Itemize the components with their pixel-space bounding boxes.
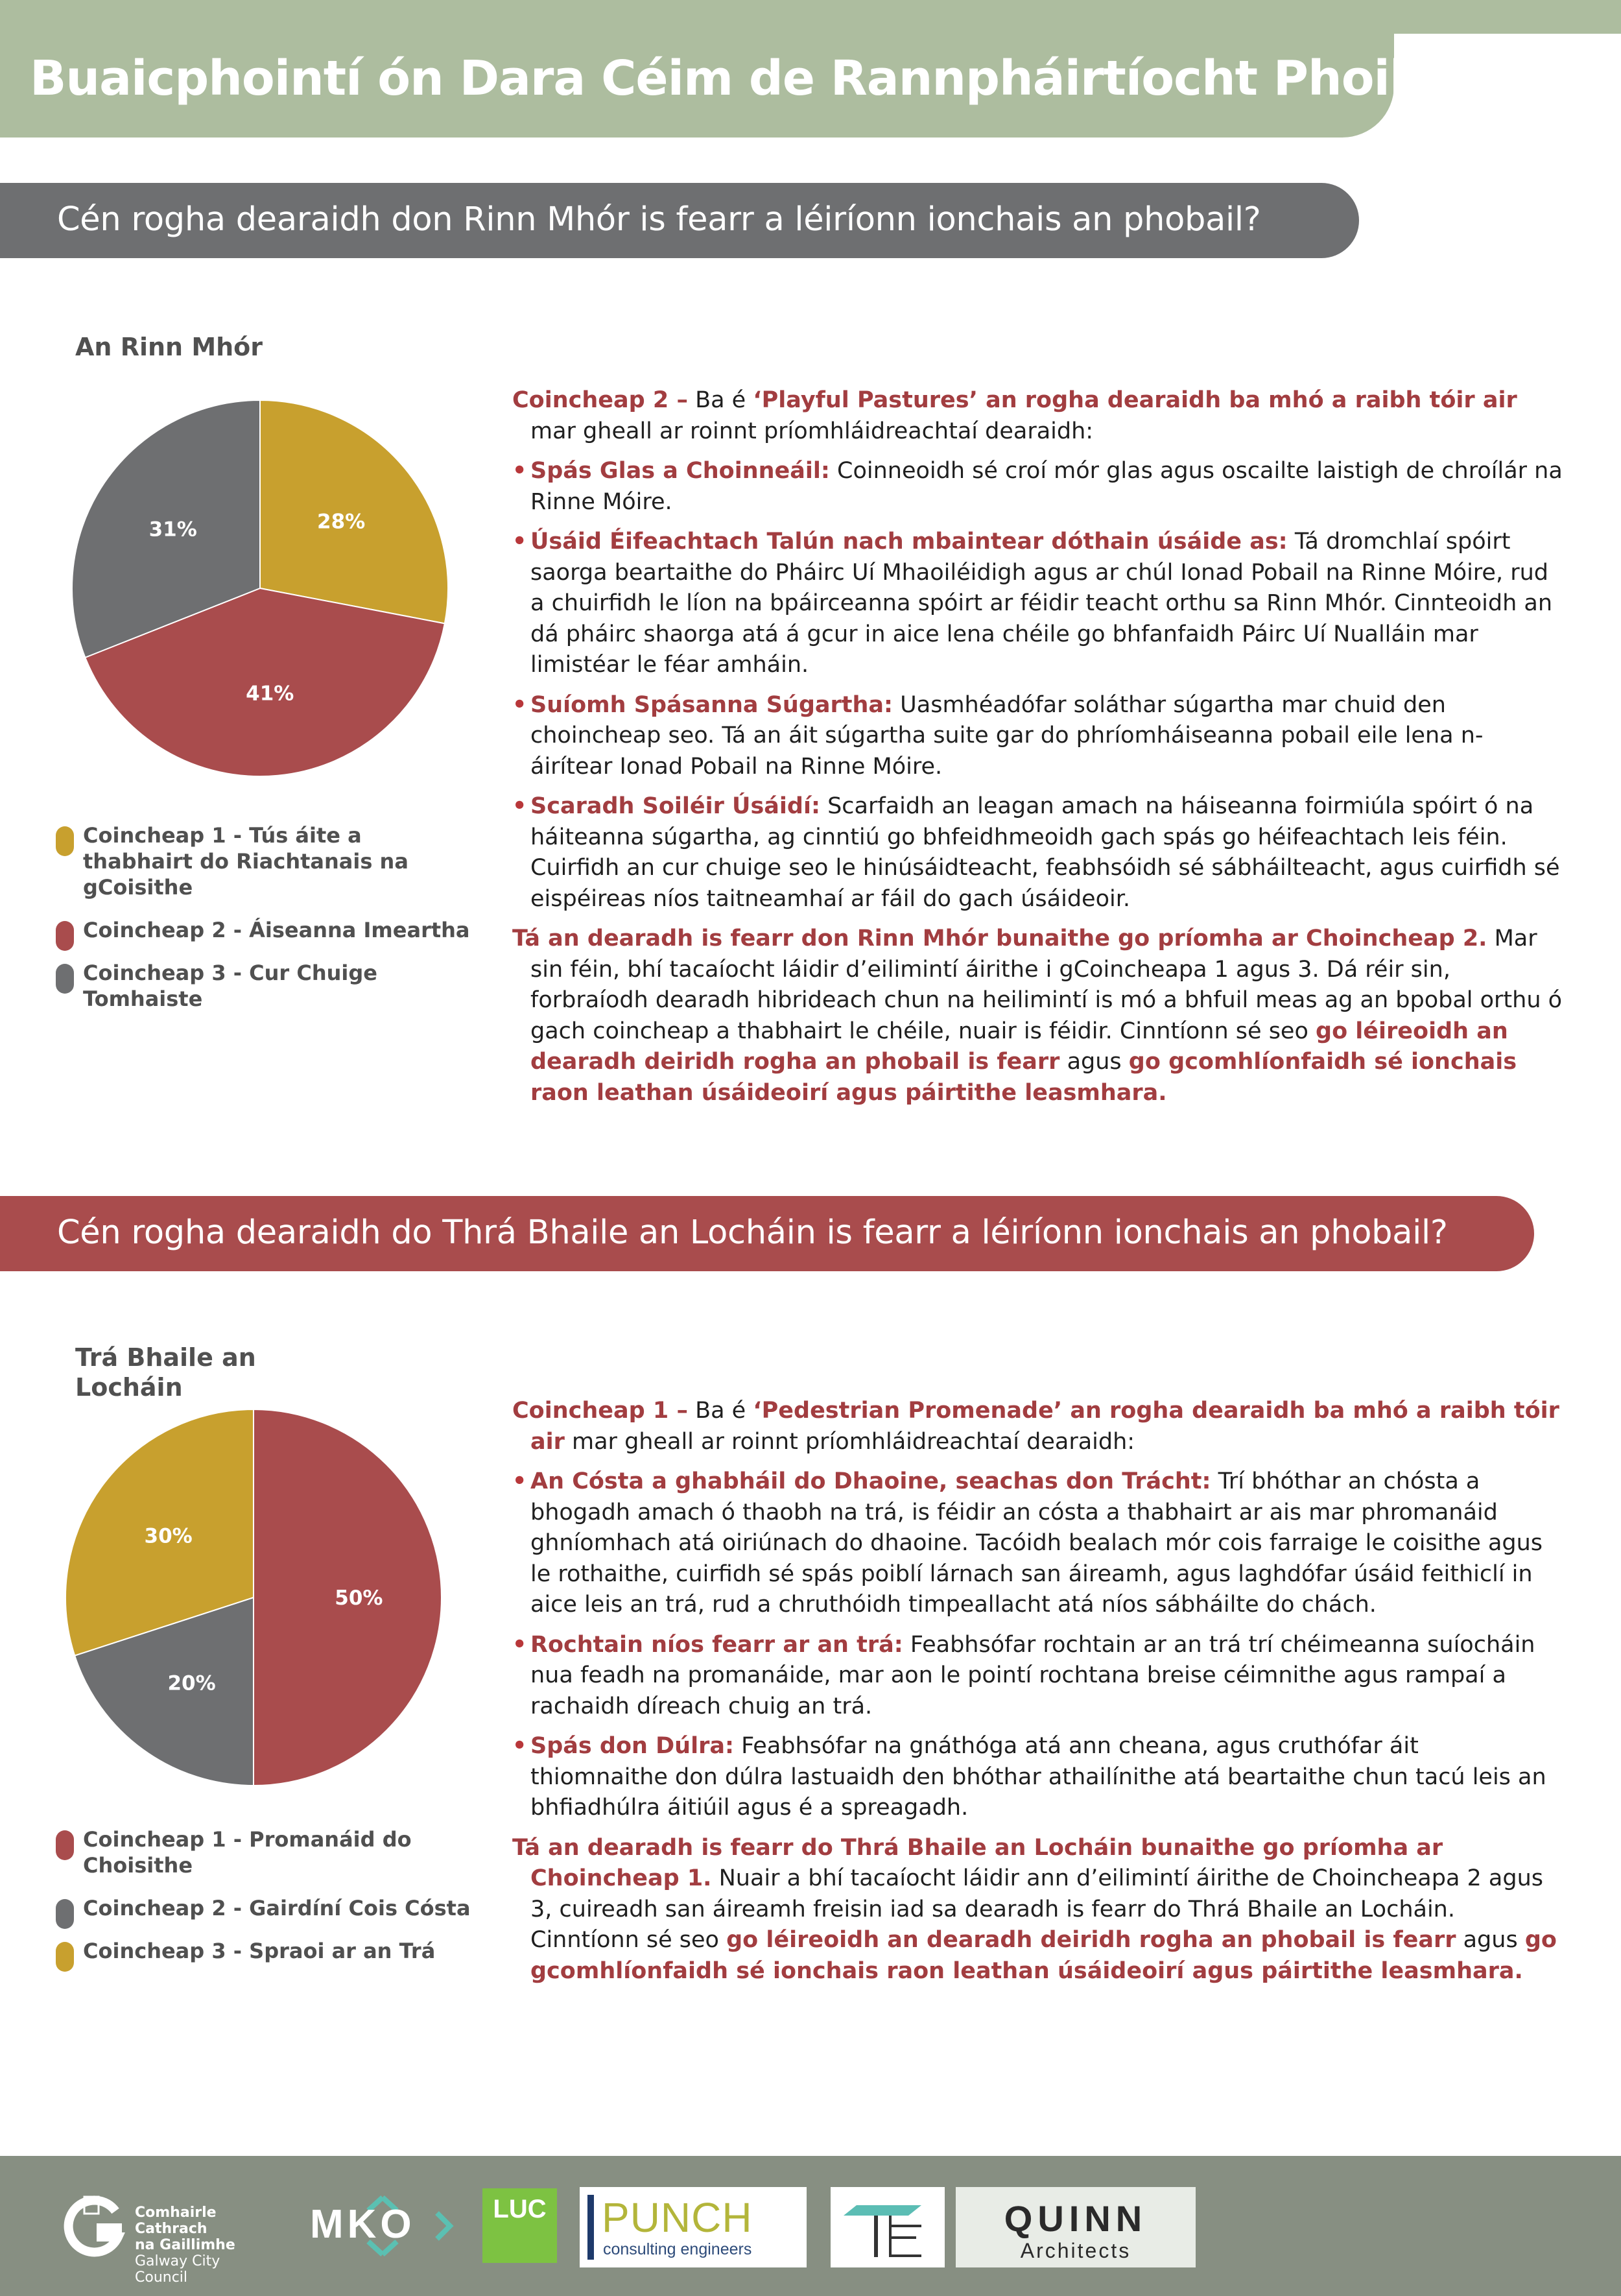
- te-logo: [831, 2187, 945, 2267]
- chart-title-rinn-mhor: An Rinn Mhór: [75, 333, 263, 361]
- legend-rinn-mhor: [56, 822, 471, 1029]
- legend-item: [56, 1895, 471, 1921]
- legend-swatch: [56, 1830, 74, 1860]
- bullet-text: Coinneoidh sé croí mór glas agus oscailte laistigh de chroílár na Rinne Móire.: [530, 458, 1563, 515]
- gcc-line-2: na Gaillimhe: [135, 2237, 235, 2253]
- list-item: [512, 1731, 1563, 1824]
- te-logo-icon: [831, 2187, 945, 2267]
- legend-label: Coincheap 1 - Promanáid do Choisithe: [83, 1827, 412, 1878]
- intro-lead: Coincheap 1 –: [512, 1398, 688, 1424]
- bullet-icon: •: [512, 1631, 527, 1658]
- galway-city-council-logo: [62, 2192, 276, 2286]
- legend-swatch: [56, 964, 74, 994]
- luc-text: LUC: [493, 2195, 547, 2223]
- bullet-head: An Cósta a ghabháil do Dhaoine, seachas don Trácht:: [530, 1468, 1211, 1494]
- pie-chart-tra-bhaile-an-lochain: [62, 1406, 445, 1789]
- bullet-text: Uasmhéadófar soláthar súgartha mar chuid den choincheap seo. Tá an áit súgartha suite gar do phríomháiseanna pobail eile lena n-áirítear Ionad Pobail na Rinne Móire.: [530, 691, 1484, 780]
- legend-swatch: [56, 826, 74, 856]
- pie-slice-label: 41%: [246, 682, 294, 706]
- bullet-icon: •: [512, 691, 527, 718]
- intro-paragraph: [512, 1396, 1563, 1457]
- legend-item: [56, 917, 471, 943]
- bullet-list: [512, 456, 1563, 915]
- punch-subtext: consulting engineers: [603, 2240, 752, 2258]
- conclusion-lead: Tá an dearadh is fearr don Rinn Mhór bunaithe go príomha ar Choincheap 2.: [512, 926, 1487, 951]
- list-item: [512, 456, 1563, 518]
- pie-slice-label: 28%: [317, 510, 366, 534]
- quinn-text: QUINN: [1004, 2198, 1148, 2239]
- bullet-text: Tá dromchlaí spóirt saorga beartaithe do Pháirc Uí Mhaoiléidigh agus ar chúl Ionad Pobail na Rinne Móire, rud a chuirfidh le líon na bpáirceanna spóirt ar féidir teacht orthu sa Rinn Mhór. Cinnteoidh an dá pháirc shaorga atá á gcur in aice lena chéile go bhfanfaidh Páirc Uí Nualláin mar limistéar le féar amháin.: [530, 529, 1553, 678]
- pie-slice-label: 20%: [167, 1671, 216, 1695]
- gcc-line-1: Comhairle Cathrach: [135, 2205, 217, 2237]
- conclusion-lead: Tá an dearadh is fearr do Thrá Bhaile an Locháin bunaithe go príomha ar Choincheap 1.: [512, 1834, 1443, 1891]
- conclusion-paragraph: [512, 1833, 1563, 1987]
- pie-slice-label: 30%: [144, 1524, 193, 1548]
- list-item: [512, 791, 1563, 915]
- conclusion-and: agus: [1456, 1927, 1525, 1953]
- bullet-head: Scaradh Soiléir Úsáidí:: [530, 793, 820, 819]
- body-text-tra-bhaile-an-lochain: [512, 1396, 1563, 1996]
- bullet-text: Feabhsófar na gnáthóga atá ann cheana, agus cruthófar áit thiomnaithe don dúlra lastuaidh den bhóthar athailínithe atá beartaithe chun tacú leis an bhfiadhúlra áitiúil agus é a spreagadh.: [530, 1733, 1546, 1821]
- gcc-line-3: Galway City Council: [135, 2253, 220, 2286]
- legend-item: [56, 1938, 471, 1964]
- conclusion-mid: Mar sin féin, bhí tacaíocht láidir d’eilimintí áirithe i gCoincheapa 1 agus 3. Dá réir sin, forbraíodh dearadh hibrideach chun na heilimintí is mó a bhfuil meas ag an bpobal orthu ó gach coincheap a thabhairt le chéile, nuair is féidir. Cinntíonn sé seo: [530, 926, 1563, 1044]
- chart-title-tra-bhaile-an-lochain: Trá Bhaile an Locháin: [75, 1343, 256, 1402]
- legend-label: Coincheap 2 - Áiseanna Imeartha: [83, 918, 470, 942]
- galway-crest-icon: [62, 2192, 127, 2263]
- body-text-rinn-mhor: [512, 385, 1563, 1118]
- legend-item: [56, 960, 471, 1012]
- legend-swatch: [56, 1942, 74, 1972]
- quinn-subtext: Architects: [1020, 2239, 1131, 2262]
- bullet-head: Úsáid Éifeachtach Talún nach mbaintear dóthain úsáide as:: [530, 529, 1288, 555]
- question-bar-rinn-mhor: [0, 183, 1359, 258]
- pie-slice-label: 50%: [335, 1586, 383, 1610]
- bullet-head: Suíomh Spásanna Súgartha:: [530, 691, 893, 718]
- intro-lead: Coincheap 2 –: [512, 387, 688, 413]
- conclusion-mid: Nuair a bhí tacaíocht láidir ann d’eilimintí áirithe de Choincheapa 2 agus 3, cuireadh san áireamh freisin iad sa dearadh is fearr do Thrá Bhaile an Locháin. Cinntíonn sé seo: [530, 1865, 1544, 1953]
- mko-text: MKO: [310, 2202, 416, 2247]
- legend-swatch: [56, 1899, 74, 1929]
- intro-pre: Ba é: [687, 387, 753, 413]
- pie-slice-label: 31%: [148, 518, 197, 542]
- intro-highlight: ‘Playful Pastures’ an rogha dearaidh ba mhó a raibh tóir air: [753, 387, 1517, 413]
- punch-bar: [587, 2195, 594, 2260]
- bullet-icon: •: [512, 458, 527, 484]
- conclusion-highlight-2: go gcomhlíonfaidh sé ionchais raon leathan úsáideoirí agus páirtithe leasmhara.: [530, 1049, 1517, 1106]
- list-item: [512, 1630, 1563, 1723]
- bullet-list: [512, 1466, 1563, 1824]
- punch-text: PUNCH: [602, 2194, 753, 2241]
- legend-label: Coincheap 3 - Spraoi ar an Trá: [83, 1939, 436, 1963]
- bullet-head: Rochtain níos fearr ar an trá:: [530, 1631, 903, 1658]
- conclusion-highlight-1: go léireoidh an dearadh deiridh rogha an phobail is fearr: [530, 1018, 1508, 1075]
- intro-paragraph: [512, 385, 1563, 447]
- conclusion-highlight-1: go léireoidh an dearadh deiridh rogha an phobail is fearr: [726, 1927, 1456, 1953]
- bullet-text: Scarfaidh an leagan amach na háiseanna foirmiúla spóirt ó na háiteanna súgartha, ag cinntiú go bhfeidhmeoidh gach spás go héifeachtach leis féin. Cuirfidh an cur chuige seo le hinúsáidteacht, feabhsóidh sé sábháilteacht, agus cuirfidh sé eispéireas níos taitneamhaí ar fáil do gach úsáideoir.: [530, 793, 1560, 912]
- pie-chart-rinn-mhor: [69, 397, 451, 780]
- intro-highlight: ‘Pedestrian Promenade’ an rogha dearaidh ba mhó a raibh tóir air: [530, 1398, 1559, 1455]
- mko-chevron-icon: [305, 2187, 460, 2265]
- question-tra-bhaile-an-lochain: Cén rogha dearaidh do Thrá Bhaile an Locháin is fearr a léiríonn ionchais an phobail?: [57, 1214, 1448, 1252]
- conclusion-paragraph: [512, 924, 1563, 1108]
- bullet-icon: •: [512, 1468, 527, 1494]
- bullet-head: Spás Glas a Choinneáil:: [530, 458, 830, 484]
- list-item: [512, 527, 1563, 681]
- gcc-text: [135, 2205, 276, 2286]
- list-item: [512, 1466, 1563, 1621]
- bullet-text: Feabhsófar rochtain ar an trá trí chéimeanna suíocháin nua feadh na promanáide, mar aon le pointí rochtana breise céimnithe agus rampaí a rachaidh díreach chuig an trá.: [530, 1631, 1535, 1719]
- page-title: Buaicphointí ón Dara Céim de Rannpháirtíocht Phoiblí: [30, 51, 1455, 106]
- quinn-architects-logo: [956, 2187, 1196, 2267]
- bullet-icon: •: [512, 529, 527, 555]
- legend-label: Coincheap 2 - Gairdíní Cois Cósta: [83, 1896, 471, 1920]
- intro-post: mar gheall ar roinnt príomhláidreachtaí dearaidh:: [564, 1428, 1135, 1455]
- punch-logo: [580, 2187, 807, 2267]
- bullet-icon: •: [512, 793, 527, 819]
- question-bar-tra-bhaile-an-lochain: [0, 1196, 1534, 1271]
- legend-tra-bhaile-an-lochain: [56, 1826, 471, 1981]
- conclusion-highlight-2: go gcomhlíonfaidh sé ionchais raon leathan úsáideoirí agus páirtithe leasmhara.: [530, 1927, 1557, 1984]
- legend-label: Coincheap 1 - Tús áite a thabhairt do Riachtanais na gCoisithe: [83, 823, 408, 900]
- legend-swatch: [56, 921, 74, 951]
- conclusion-and: agus: [1059, 1049, 1129, 1075]
- footer-logo-bar: [0, 2156, 1621, 2296]
- intro-post: mar gheall ar roinnt príomhláidreachtaí dearaidh:: [530, 418, 1094, 444]
- mko-logo: [305, 2187, 460, 2265]
- legend-item: [56, 1826, 471, 1878]
- header-top-band: [0, 0, 1621, 34]
- intro-pre: Ba é: [687, 1398, 753, 1424]
- luc-logo: [482, 2188, 557, 2263]
- list-item: [512, 690, 1563, 783]
- title-banner: [0, 34, 1455, 138]
- bullet-icon: •: [512, 1733, 527, 1759]
- bullet-text: Trí bhóthar an chósta a bhogadh amach ó thaobh na trá, is féidir an cósta a thabhairt ar ais mar phromanáid ghníomhach atá oiriúnach do dhaoine. Tacóidh bealach mór cois farraige le coisithe agus le rothaithe, cuirfidh sé spás poiblí lárnach san áireamh, agus laghdófar úsáid feithiclí in aice leis an trá, rud a chruthóidh timpeallacht atá níos sábháilte do chách.: [530, 1468, 1543, 1618]
- legend-item: [56, 822, 471, 900]
- legend-label: Coincheap 3 - Cur Chuige Tomhaiste: [83, 961, 377, 1011]
- bullet-head: Spás don Dúlra:: [530, 1733, 734, 1759]
- question-rinn-mhor: Cén rogha dearaidh don Rinn Mhór is fearr a léiríonn ionchais an phobail?: [57, 200, 1261, 239]
